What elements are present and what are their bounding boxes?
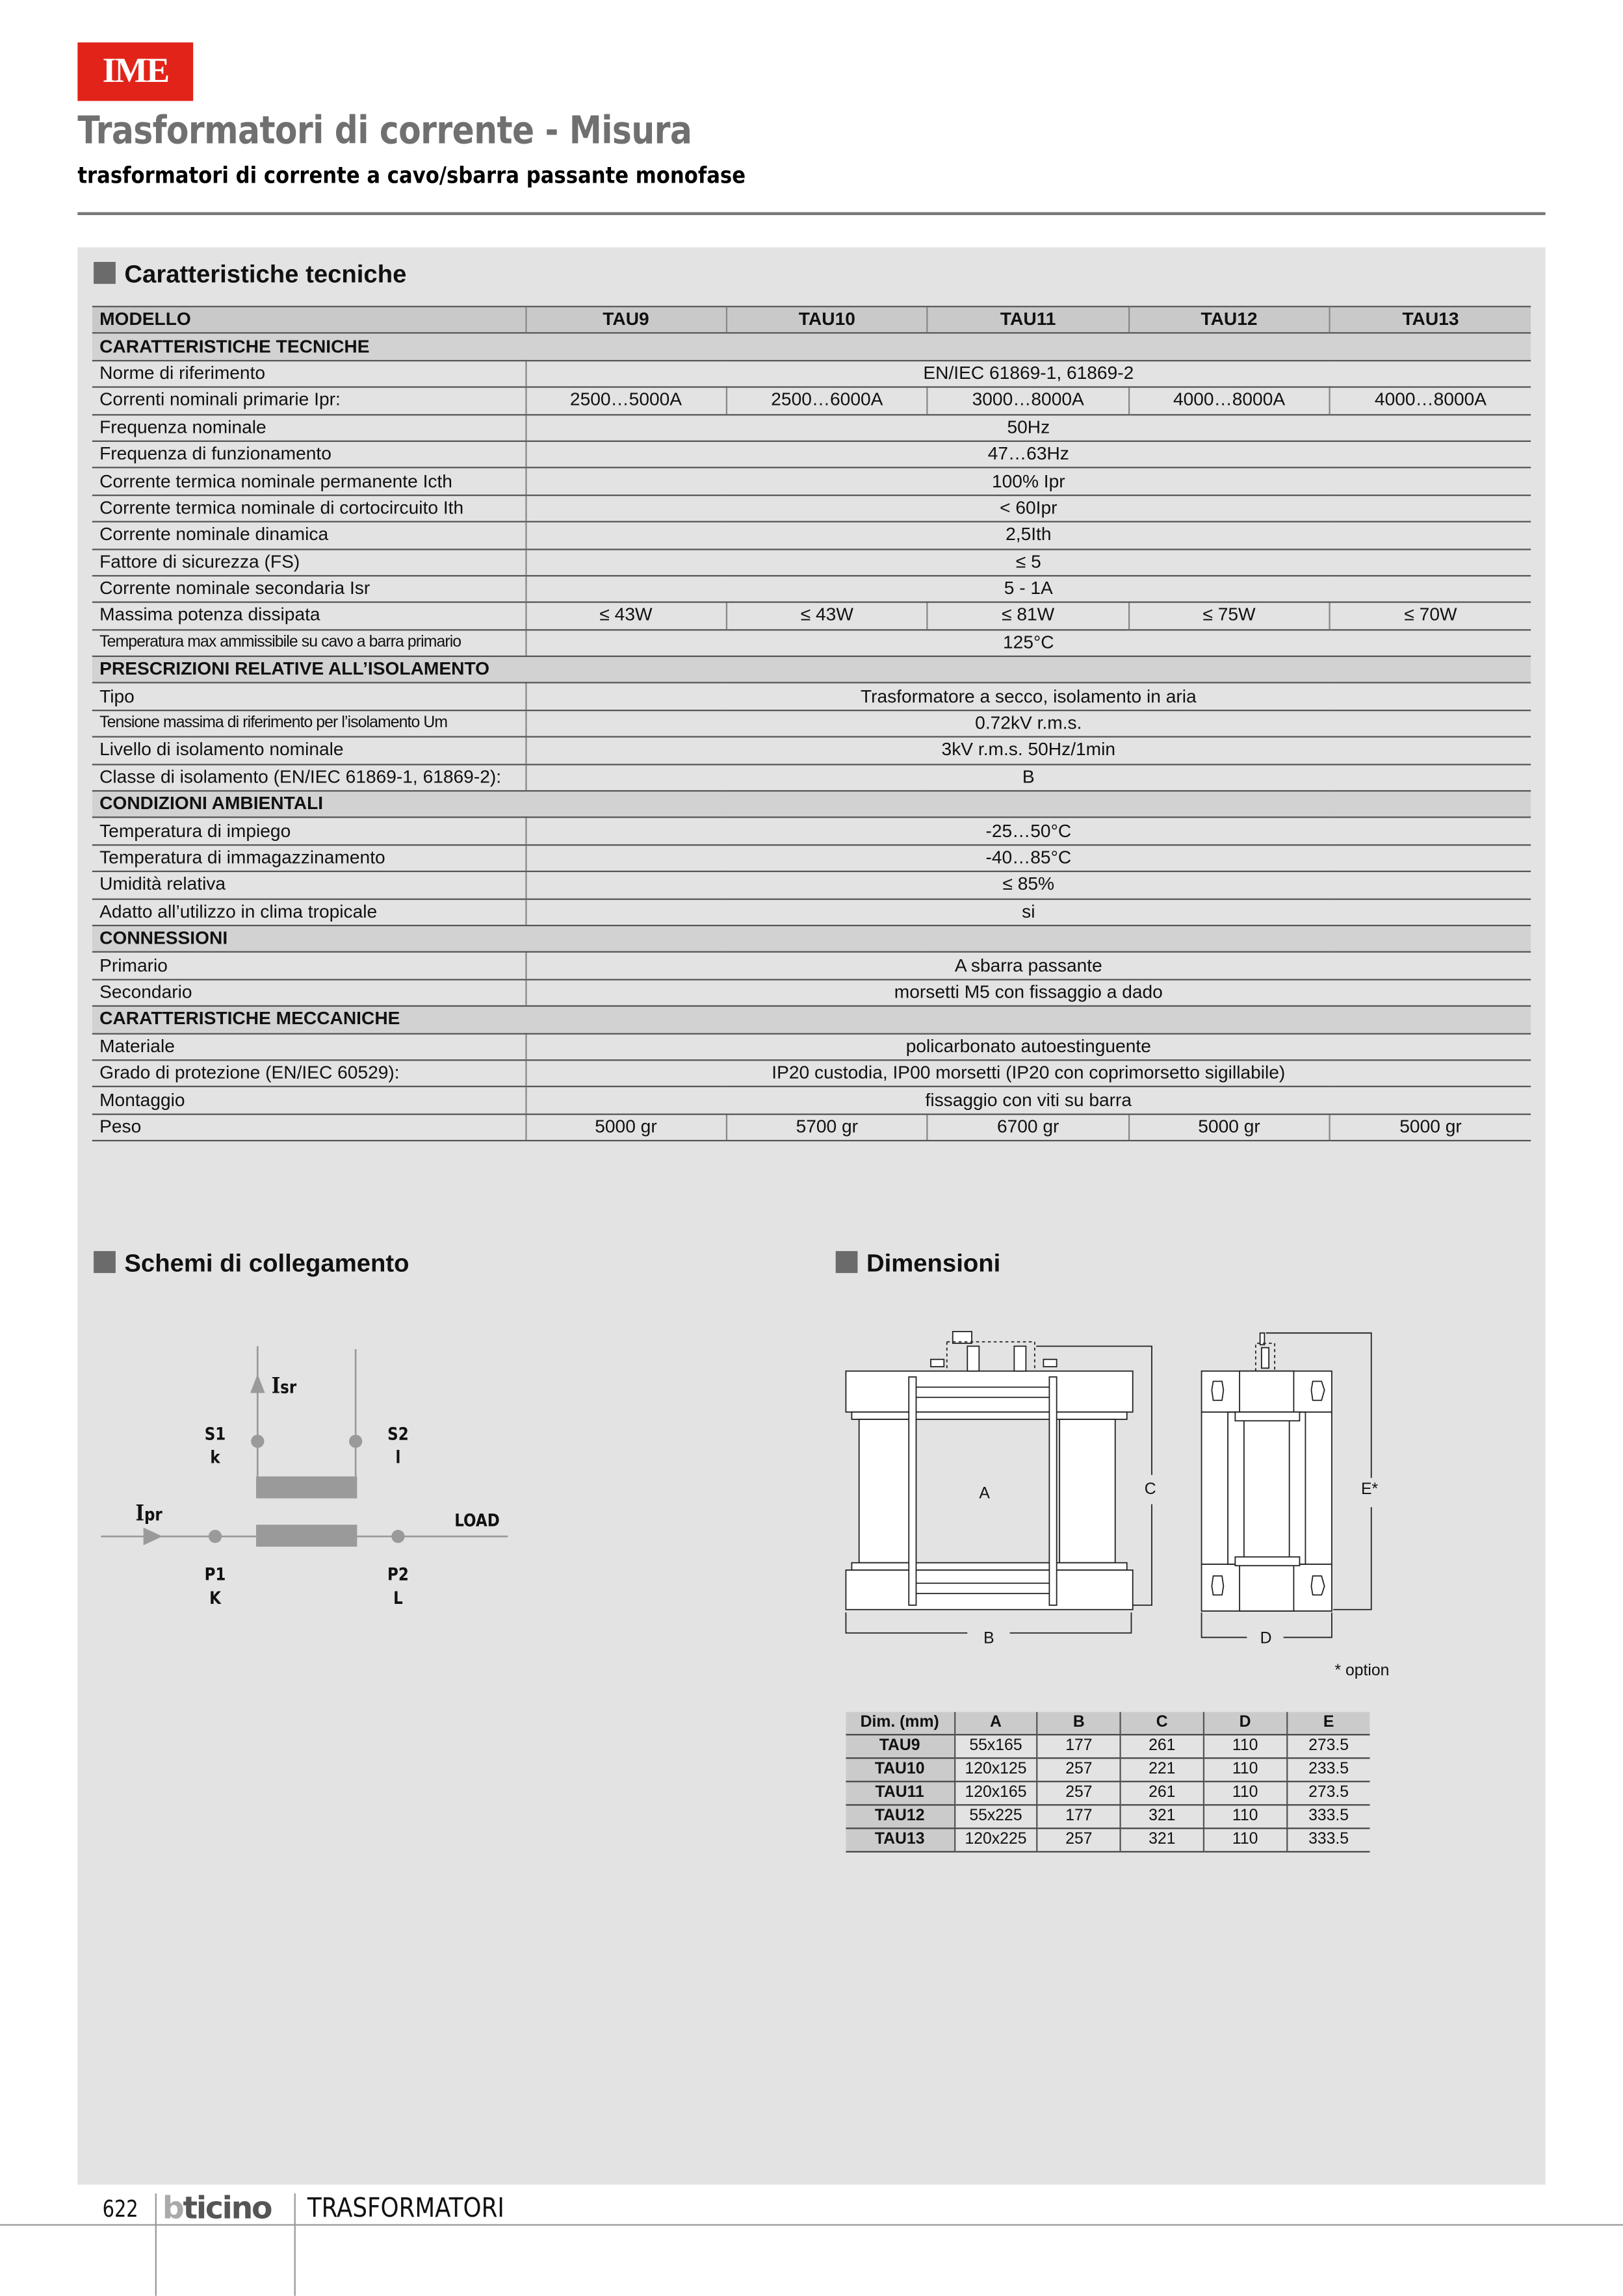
- model-column-header: TAU9: [525, 307, 726, 333]
- load-label: LOAD: [454, 1510, 500, 1531]
- s1-label: S1 k: [204, 1423, 226, 1468]
- section-label: PRESCRIZIONI RELATIVE ALL’ISOLAMENTO: [92, 656, 1531, 683]
- dimensions-section-title: Dimensioni: [866, 1249, 1001, 1278]
- dim-label-a: A: [979, 1485, 990, 1503]
- dim-label-e: E*: [1360, 1480, 1379, 1499]
- page-number: 622: [102, 2195, 138, 2223]
- row-value: 0.72kV r.m.s.: [525, 710, 1531, 737]
- row-label: Tensione massima di riferimento per l’isolamento Um: [92, 710, 525, 737]
- row-label: Frequenza di funzionamento: [92, 441, 525, 468]
- dimension-value: 110: [1204, 1758, 1287, 1781]
- model-name: TAU11: [846, 1781, 954, 1805]
- row-value: -40…85°C: [525, 845, 1531, 871]
- row-label: Norme di riferimento: [92, 361, 525, 387]
- row-label: Fattore di sicurezza (FS): [92, 548, 525, 575]
- dimension-value: 233.5: [1287, 1758, 1370, 1781]
- row-value: 5700 gr: [727, 1114, 928, 1141]
- row-value: ≤ 85%: [525, 871, 1531, 898]
- ipr-label: Ipr: [135, 1499, 162, 1527]
- model-name: TAU10: [846, 1758, 954, 1781]
- dimension-value: 333.5: [1287, 1805, 1370, 1828]
- row-value: 2,5Ith: [525, 522, 1531, 548]
- row-value: 5000 gr: [1128, 1114, 1329, 1141]
- dimension-value: 261: [1121, 1781, 1204, 1805]
- dimension-column-header: C: [1121, 1712, 1204, 1735]
- model-column-header: TAU12: [1128, 307, 1329, 333]
- row-label: Primario: [92, 953, 525, 979]
- row-value: ≤ 75W: [1128, 602, 1329, 629]
- dimension-value: 273.5: [1287, 1781, 1370, 1805]
- model-name: TAU13: [846, 1828, 954, 1851]
- row-label: Grado di protezione (EN/IEC 60529):: [92, 1060, 525, 1087]
- section-label: CONDIZIONI AMBIENTALI: [92, 791, 1531, 818]
- row-label: Corrente termica nominale di cortocircuito Ith: [92, 495, 525, 522]
- row-label: Classe di isolamento (EN/IEC 61869-1, 61869-2):: [92, 764, 525, 791]
- row-label: Corrente nominale secondaria Isr: [92, 576, 525, 602]
- footer-separator: [155, 2193, 157, 2296]
- row-value: 6700 gr: [928, 1114, 1128, 1141]
- dimension-value: 120x225: [954, 1828, 1037, 1851]
- option-note: * option: [1334, 1662, 1390, 1680]
- row-label: Corrente nominale dinamica: [92, 522, 525, 548]
- row-value: 2500…6000A: [727, 387, 928, 414]
- dimension-value: 110: [1204, 1805, 1287, 1828]
- dimension-value: 273.5: [1287, 1735, 1370, 1758]
- ime-logo: IME: [77, 42, 193, 101]
- dimensions-header-row: [846, 1712, 1370, 1735]
- dimension-value: 110: [1204, 1735, 1287, 1758]
- row-label: Corrente termica nominale permanente Icth: [92, 468, 525, 495]
- row-label: Montaggio: [92, 1087, 525, 1114]
- dimension-value: 257: [1037, 1781, 1121, 1805]
- row-value: A sbarra passante: [525, 953, 1531, 979]
- dimension-column-header: B: [1037, 1712, 1121, 1735]
- row-value: EN/IEC 61869-1, 61869-2: [525, 361, 1531, 387]
- row-value: ≤ 43W: [525, 602, 726, 629]
- table-row: [846, 1781, 1370, 1805]
- row-value: 47…63Hz: [525, 441, 1531, 468]
- dimension-value: 321: [1121, 1828, 1204, 1851]
- row-value: ≤ 43W: [727, 602, 928, 629]
- wiring-section-title: Schemi di collegamento: [124, 1249, 409, 1278]
- dim-label-d: D: [1260, 1630, 1272, 1648]
- row-value: 100% Ipr: [525, 468, 1531, 495]
- row-value: Trasformatore a secco, isolamento in aria: [525, 683, 1531, 710]
- page-subtitle: trasformatori di corrente a cavo/sbarra passante monofase: [77, 162, 746, 189]
- dimensions-table: [846, 1712, 1370, 1852]
- section-label: CARATTERISTICHE MECCANICHE: [92, 1006, 1531, 1033]
- dimension-value: 55x165: [954, 1735, 1037, 1758]
- row-value: ≤ 5: [525, 548, 1531, 575]
- model-name: TAU12: [846, 1805, 954, 1828]
- dimension-column-header: A: [954, 1712, 1037, 1735]
- model-column-header: TAU13: [1330, 307, 1531, 333]
- footer-separator: [294, 2193, 296, 2296]
- dimension-value: 55x225: [954, 1805, 1037, 1828]
- section-label: CONNESSIONI: [92, 925, 1531, 952]
- dimension-value: 321: [1121, 1805, 1204, 1828]
- p1-label: P1 K: [204, 1564, 226, 1608]
- dimension-value: 110: [1204, 1781, 1287, 1805]
- row-label: Frequenza nominale: [92, 414, 525, 441]
- row-label: Temperatura max ammissibile su cavo a barra primario: [92, 630, 525, 656]
- row-value: B: [525, 764, 1531, 791]
- model-column-header: TAU10: [727, 307, 928, 333]
- dimension-value: 120x125: [954, 1758, 1037, 1781]
- dimension-value: 221: [1121, 1758, 1204, 1781]
- front-right-coil: [1059, 1419, 1115, 1563]
- row-label: Umidità relativa: [92, 871, 525, 898]
- dimension-value: 177: [1037, 1805, 1121, 1828]
- section-label: CARATTERISTICHE TECNICHE: [92, 333, 1531, 360]
- table-row: [846, 1758, 1370, 1781]
- row-value: 5000 gr: [525, 1114, 726, 1141]
- row-value: -25…50°C: [525, 818, 1531, 844]
- row-label: Peso: [92, 1114, 525, 1141]
- table-row: [846, 1805, 1370, 1828]
- row-label: Temperatura di immagazzinamento: [92, 845, 525, 871]
- row-value: 4000…8000A: [1128, 387, 1329, 414]
- row-value: 125°C: [525, 630, 1531, 656]
- row-label: Livello di isolamento nominale: [92, 737, 525, 764]
- row-label: Adatto all’utilizzo in clima tropicale: [92, 899, 525, 925]
- row-value: policarbonato autoestinguente: [525, 1033, 1531, 1060]
- dim-label-c: C: [1144, 1480, 1156, 1499]
- dimension-value: 177: [1037, 1735, 1121, 1758]
- row-value: ≤ 81W: [928, 602, 1128, 629]
- specs-section-title: Caratteristiche tecniche: [124, 260, 407, 289]
- s2-label: S2 l: [387, 1423, 409, 1468]
- dimension-column-header: E: [1287, 1712, 1370, 1735]
- p2-label: P2 L: [387, 1564, 409, 1608]
- row-value: fissaggio con viti su barra: [525, 1087, 1531, 1114]
- row-value: 4000…8000A: [1330, 387, 1531, 414]
- row-value: 5000 gr: [1330, 1114, 1531, 1141]
- isr-label: Isr: [271, 1373, 297, 1399]
- front-top-yoke: [846, 1371, 1132, 1412]
- footer-category: TRASFORMATORI: [307, 2193, 504, 2225]
- row-value: 50Hz: [525, 414, 1531, 441]
- model-column-header: TAU11: [928, 307, 1128, 333]
- row-value: < 60Ipr: [525, 495, 1531, 522]
- row-value: 2500…5000A: [525, 387, 726, 414]
- dimension-column-header: D: [1204, 1712, 1287, 1735]
- model-name: TAU9: [846, 1735, 954, 1758]
- row-value: ≤ 70W: [1330, 602, 1531, 629]
- row-value: 3000…8000A: [928, 387, 1128, 414]
- row-label: Secondario: [92, 979, 525, 1006]
- front-bottom-yoke: [846, 1570, 1132, 1610]
- row-label: Temperatura di impiego: [92, 818, 525, 844]
- row-value: IP20 custodia, IP00 morsetti (IP20 con coprimorsetto sigillabile): [525, 1060, 1531, 1087]
- dimension-column-header: Dim. (mm): [846, 1712, 954, 1735]
- dimension-value: 257: [1037, 1758, 1121, 1781]
- row-value: morsetti M5 con fissaggio a dado: [525, 979, 1531, 1006]
- row-label: Massima potenza dissipata: [92, 602, 525, 629]
- dimension-value: 261: [1121, 1735, 1204, 1758]
- table-row: [846, 1735, 1370, 1758]
- row-label: Tipo: [92, 683, 525, 710]
- row-value: 3kV r.m.s. 50Hz/1min: [525, 737, 1531, 764]
- dimension-value: 110: [1204, 1828, 1287, 1851]
- dimension-value: 333.5: [1287, 1828, 1370, 1851]
- dim-label-b: B: [983, 1630, 994, 1648]
- modello-header: MODELLO: [92, 307, 525, 333]
- table-row: [846, 1828, 1370, 1851]
- row-label: Materiale: [92, 1033, 525, 1060]
- row-label: Correnti nominali primarie Ipr:: [92, 387, 525, 414]
- dimension-value: 257: [1037, 1828, 1121, 1851]
- dimension-value: 120x165: [954, 1781, 1037, 1805]
- row-value: 5 - 1A: [525, 576, 1531, 602]
- front-left-coil: [859, 1419, 915, 1563]
- bticino-logo: bticino: [162, 2190, 272, 2226]
- page-title: Trasformatori di corrente - Misura: [77, 109, 692, 154]
- row-value: si: [525, 899, 1531, 925]
